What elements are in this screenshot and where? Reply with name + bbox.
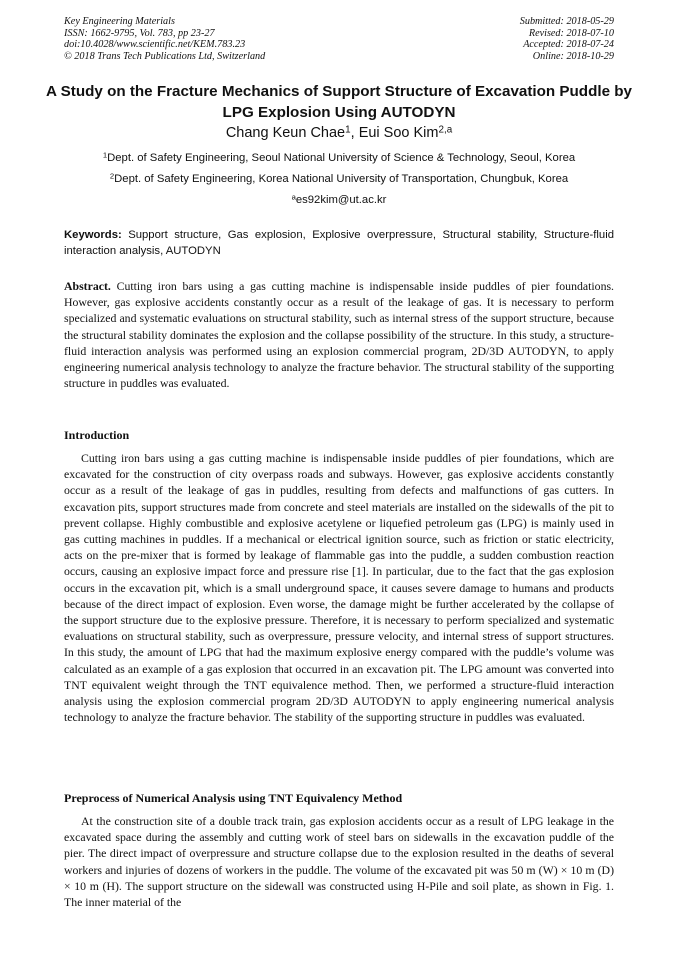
author-affiliation-mark: 2,a [438, 124, 453, 136]
abstract-label: Abstract. [64, 279, 111, 293]
author-name: Eui Soo Kim [358, 125, 439, 141]
submitted-date: Submitted: 2018-05-29 [519, 16, 614, 27]
abstract-text: Cutting iron bars using a gas cutting machine is indispensable inside puddles of pier foundations. However, gas explosive accidents constantly occur as a result of the leakage of gas. It is necessary to perform specialized and systematic evaluations on structural stability, such as internal stress of the support structure, because the structural stability dominates the explosion and the collapse possibility of the structure. In this study, a structure-fluid interaction analysis was performed using an explosion commercial program, 2D/3D AUTODYN, to apply engineering numerical analysis technology to analyze the fracture behavior. The structural stability of the supporting structure in puddles was evaluated. [64, 279, 615, 391]
author-name: Chang Keun Chae [225, 125, 346, 141]
affiliation-mark: 1 [102, 150, 108, 160]
keywords-block [64, 227, 614, 259]
author-affiliation-mark: 1 [345, 124, 351, 136]
paper-title: A Study on the Fracture Mechanics of Support Structure of Excavation Puddle by LPG Explosion Using AUTODYN [46, 83, 632, 121]
dates-header [520, 16, 614, 62]
author-separator: , [350, 125, 359, 141]
affiliation-mark: 2 [109, 171, 115, 181]
affiliation-mark: a [291, 192, 296, 202]
section-heading-introduction: Introduction [64, 428, 130, 442]
author-email [30, 193, 648, 207]
affiliation-1 [30, 151, 648, 165]
affiliation-text: Dept. of Safety Engineering, Seoul National University of Science & Technology, Seoul, Korea [107, 152, 576, 164]
preprocess-paragraph: At the construction site of a double track train, gas explosion accidents occur as a result of LPG leakage in the excavated space during the assembly and cutting work of steel bars on sidewalls in the excavation puddle of the pier. The direct impact of overpressure and structure collapse due to the explosion resulted in the deaths of several workers and injuries of dozens of workers in the puddle. The volume of the excavated pit was 50 m (W) × 10 m (D) × 10 m (H). The support structure on the sidewall was constructed using H-Pile and soil plate, as shown in Fig. 1. The inner material of the [64, 814, 614, 910]
section-heading-preprocess: Preprocess of Numerical Analysis using TNT Equivalency Method [64, 791, 403, 805]
abstract-block [64, 278, 614, 391]
keywords-label: Keywords: [64, 229, 122, 241]
online-date: Online: 2018-10-29 [532, 50, 614, 62]
journal-header [64, 16, 265, 62]
issn-line: ISSN: 1662-9795, Vol. 783, pp 23-27 [64, 27, 215, 39]
copyright-line: © 2018 Trans Tech Publications Ltd, Switzerland [64, 50, 266, 62]
accepted-date: Accepted: 2018-07-24 [523, 39, 614, 51]
author-list [40, 124, 638, 142]
keywords-text: Support structure, Gas explosion, Explosive overpressure, Structural stability, Structure-fluid interaction analysis, AUTODYN [64, 229, 614, 258]
doi-line: doi:10.4028/www.scientific.net/KEM.783.23 [64, 39, 246, 51]
journal-name: Key Engineering Materials [64, 16, 175, 27]
revised-date: Revised: 2018-07-10 [528, 27, 614, 39]
affiliation-2 [30, 172, 648, 186]
email-text: es92kim@ut.ac.kr [295, 194, 387, 206]
introduction-paragraph: Cutting iron bars using a gas cutting machine is indispensable inside puddles of pier foundations, which are excavated for the construction of city overpass roads and subways. However, gas explosive accidents constantly occur as a result of the leakage of gas in puddles, resulting from defects and malfunctions of gas cutters. In excavation pits, support structures made from concrete and steel materials are installed on the sidewalls of the pit to prevent collapse. Highly combustible and explosive acetylene or liquefied petroleum gas (LPG) is mainly used in gas cutting machines in puddles. If a mechanical or electrical ignition source, such as friction or static electricity, acts on the pre-mixer that is formed by leakage of flammable gas into the puddle, a sudden combustion reaction occurs, causing an explosive impact force and pressure rise [1]. In particular, due to the fact that the gas explosion occurs in the excavation pit, which is a small underground space, it causes severe damage to humans and products because of the direct impact of explosion. Even worse, the damage might be further accelerated by the collapse of the support structure due to the explosive pressure. Therefore, it is necessary to perform specialized and systematic evaluations on structural stability, such as overpressure, pressure velocity, and internal stress of support structures. In this study, the amount of LPG that had the maximum explosive energy compared with the puddle’s volume was calculated as an example of a gas explosion that occurred in an excavation pit. The LPG amount was converted into TNT equivalent weight through the TNT equivalence method. Then, we performed a structure-fluid interaction analysis using the explosion commercial program 2D/3D AUTODYN to apply engineering numerical analysis technology to analyze the fracture behavior. The stability of the supporting structure in puddles was evaluated. [64, 451, 614, 725]
affiliation-text: Dept. of Safety Engineering, Korea National University of Transportation, Chungbuk, Korea [114, 173, 569, 185]
